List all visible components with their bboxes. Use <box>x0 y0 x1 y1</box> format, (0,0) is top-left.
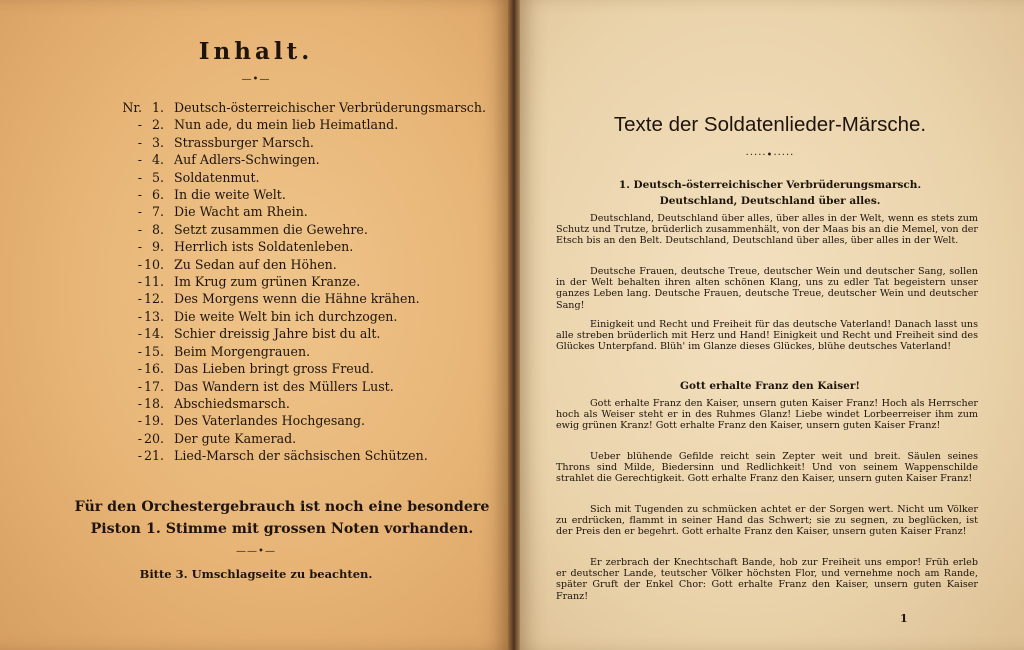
toc-entry-prefix: Nr. <box>122 100 142 115</box>
toc-entry-number: 9. <box>151 239 164 255</box>
toc-entry-title: Beim Morgengrauen. <box>174 343 311 359</box>
toc-entry-number: 18. <box>143 395 164 411</box>
toc-entry-prefix: - <box>137 361 142 377</box>
toc-entry-number: 21. <box>143 448 164 464</box>
toc-entry <box>114 151 494 168</box>
toc-entry-number: 16. <box>143 361 164 377</box>
ornament-divider: —•— <box>241 74 271 85</box>
toc-entry-title: Der gute Kamerad. <box>174 430 297 446</box>
toc-entry <box>114 343 494 360</box>
toc-entry-number: 4. <box>151 152 164 168</box>
toc-entry-number: 3. <box>151 134 164 150</box>
song-1-subtitle: Deutschland, Deutschland über alles. <box>659 195 881 207</box>
page-number: 1 <box>900 612 908 625</box>
toc-entry-prefix: - <box>137 413 142 429</box>
toc-entry <box>114 134 494 151</box>
toc-entry-prefix: - <box>137 343 142 359</box>
toc-entry <box>114 325 494 342</box>
song-2-title: Gott erhalte Franz den Kaiser! <box>680 380 860 392</box>
toc-entry <box>114 99 494 116</box>
toc-entry-number: 1. <box>151 100 164 115</box>
toc-entry-title: Setzt zusammen die Gewehre. <box>174 221 368 237</box>
toc-entry-title: Des Vaterlandes Hochgesang. <box>174 413 366 429</box>
toc-entry-prefix: - <box>137 291 142 307</box>
toc-entry-title: Des Morgens wenn die Hähne krähen. <box>174 291 420 307</box>
song-1-verse-1: Deutschland, Deutschland über alles, über alles in der Welt, wenn es stets zum Schutz und Trutze, brüderlich zusammenhält, von der Maas bis an die Memel, von der Etsch bis an den Belt. Deutschland, Deutschland über alles, über alles in der Welt. <box>556 213 979 247</box>
song-1-verse-3: Einigkeit und Recht und Freiheit für das deutsche Vaterland! Danach lasst uns alle streben brüderlich mit Herz und Hand! Einigkeit und Recht und Freiheit sind des Glückes Unterpfand. Blüh' im Glanze dieses Glückes, blühe deutsches Vaterland! <box>556 319 978 353</box>
toc-entry-number: 13. <box>143 308 164 324</box>
toc-entry-number: 19. <box>143 413 164 429</box>
orchestra-note-line-1: Für den Orchestergebrauch ist noch eine besondere <box>74 499 490 515</box>
toc-entry-number: 20. <box>143 430 164 446</box>
toc-entry-prefix: - <box>137 204 142 220</box>
toc-entry-prefix: - <box>137 117 142 133</box>
orchestra-note-line-2: Piston 1. Stimme mit grossen Noten vorhanden. <box>90 521 474 537</box>
lyrics-section-title: Texte der Soldatenlieder-Märsche. <box>613 113 927 136</box>
orchestra-note <box>62 496 502 540</box>
toc-entry-prefix: - <box>137 134 142 150</box>
toc-entry-title: Lied-Marsch der sächsischen Schützen. <box>174 448 428 464</box>
cover-page-notice: Bitte 3. Umschlagseite zu beachten. <box>139 567 373 581</box>
toc-entry-title: In die weite Welt. <box>174 187 286 203</box>
toc-entry-prefix: - <box>137 152 142 168</box>
toc-entry-prefix: - <box>137 430 142 446</box>
toc-entry <box>114 290 494 307</box>
toc-entry-prefix: - <box>137 239 142 255</box>
toc-entry-title: Das Lieben bringt gross Freud. <box>174 361 374 377</box>
toc-entry-prefix: - <box>137 378 142 394</box>
toc-entry-number: 6. <box>151 187 164 203</box>
toc-entry <box>114 378 494 395</box>
ornament-divider-2: ——•— <box>236 546 276 557</box>
toc-entry-number: 17. <box>143 378 164 394</box>
toc-entry <box>114 238 494 255</box>
toc-entry <box>114 360 494 377</box>
toc-entry-title: Auf Adlers-Schwingen. <box>174 152 320 168</box>
toc-entry-title: Zu Sedan auf den Höhen. <box>174 256 337 272</box>
toc-entry-number: 11. <box>143 274 164 290</box>
song-2-verse-1: Gott erhalte Franz den Kaiser, unsern guten Kaiser Franz! Hoch als Herrscher hoch als Weiser steht er in des Ruhmes Glanz! Liebe windet Lorbeerreiser ihm zum ewig grünen Kranz! Gott erhalte Franz den Kaiser, unsern guten Kaiser Franz! <box>556 398 978 432</box>
toc-entry <box>114 273 494 290</box>
toc-entry-title: Herrlich ists Soldatenleben. <box>174 239 354 255</box>
toc-entry <box>114 447 494 464</box>
toc-entry-prefix: - <box>137 308 142 324</box>
toc-entry-prefix: - <box>137 256 142 272</box>
toc-entry-number: 2. <box>151 117 164 133</box>
toc-entry <box>114 430 494 447</box>
toc-entry <box>114 169 494 186</box>
toc-entry-title: Soldatenmut. <box>174 169 260 185</box>
toc-entry-title: Die Wacht am Rhein. <box>174 204 308 220</box>
toc-entry-number: 10. <box>143 256 164 272</box>
toc-entry-title: Abschiedsmarsch. <box>174 395 290 411</box>
song-1-verse-2: Deutsche Frauen, deutsche Treue, deutscher Wein und deutscher Sang, sollen in der Welt behalten ihren alten schönen Klang, uns zu edler Tat begeistern unser ganzes Leben lang. Deutsche Frauen, deutsche Treue, deutscher Wein und deutscher Sang! <box>556 266 978 311</box>
toc-entry-title: Die weite Welt bin ich durchzogen. <box>174 308 398 324</box>
toc-entry <box>114 186 494 203</box>
toc-entry-prefix: - <box>137 187 142 203</box>
toc-entry-number: 7. <box>151 204 164 220</box>
toc-entry <box>114 412 494 429</box>
toc-entry-prefix: - <box>137 395 142 411</box>
contents-title: Inhalt. <box>198 38 314 65</box>
toc-entry-number: 5. <box>151 169 164 185</box>
table-of-contents <box>114 99 494 465</box>
toc-entry-number: 12. <box>143 291 164 307</box>
toc-entry-prefix: - <box>137 326 142 342</box>
toc-entry-title: Nun ade, du mein lieb Heimatland. <box>174 117 399 133</box>
toc-entry <box>114 308 494 325</box>
song-2-verse-3: Sich mit Tugenden zu schmücken achtet er der Sorgen wert. Nicht um Völker zu erdrücken, flammt in seiner Hand das Schwert; sie zu segnen, zu beglücken, ist der Preis den er begehrt. Gott erhalte Franz den Kaiser, unsern guten Kaiser Franz! <box>556 504 978 538</box>
toc-entry-number: 8. <box>151 221 164 237</box>
toc-entry-prefix: - <box>137 169 142 185</box>
toc-entry <box>114 203 494 220</box>
toc-entry-number: 15. <box>143 343 164 359</box>
song-2-verse-4: Er zerbrach der Knechtschaft Bande, hob zur Freiheit uns empor! Früh erleb er deutscher Lande, teutscher Völker höchsten Flor, und vernehme noch am Rande, später Gruft der Enkel Chor: Gott erhalte Franz den Kaiser, unsern guten Kaiser Franz! <box>556 557 978 602</box>
toc-entry-prefix: - <box>137 448 142 464</box>
song-2-verse-2: Ueber blühende Gefilde reicht sein Zepter weit und breit. Säulen seines Throns sind Milde, Biedersinn und Redlichkeit! Und von seinem Wappenschilde strahlet die Gerechtigkeit. Gott erhalte Franz den Kaiser, unsern guten Kaiser Franz! <box>556 451 978 485</box>
toc-entry-number: 14. <box>143 326 164 342</box>
toc-entry <box>114 256 494 273</box>
toc-entry <box>114 395 494 412</box>
toc-entry-prefix: - <box>137 221 142 237</box>
toc-entry-title: Das Wandern ist des Müllers Lust. <box>174 378 394 394</box>
toc-entry-prefix: - <box>137 274 142 290</box>
toc-entry-title: Strassburger Marsch. <box>174 134 314 150</box>
toc-entry <box>114 116 494 133</box>
lyrics-ornament: ·····•····· <box>745 150 795 161</box>
toc-entry <box>114 221 494 238</box>
toc-entry-title: Im Krug zum grünen Kranze. <box>174 274 361 290</box>
song-1-title: 1. Deutsch-österreichischer Verbrüderungsmarsch. <box>618 179 922 191</box>
toc-entry-title: Schier dreissig Jahre bist du alt. <box>174 326 381 342</box>
toc-entry-title: Deutsch-österreichischer Verbrüderungsmarsch. <box>174 100 486 115</box>
